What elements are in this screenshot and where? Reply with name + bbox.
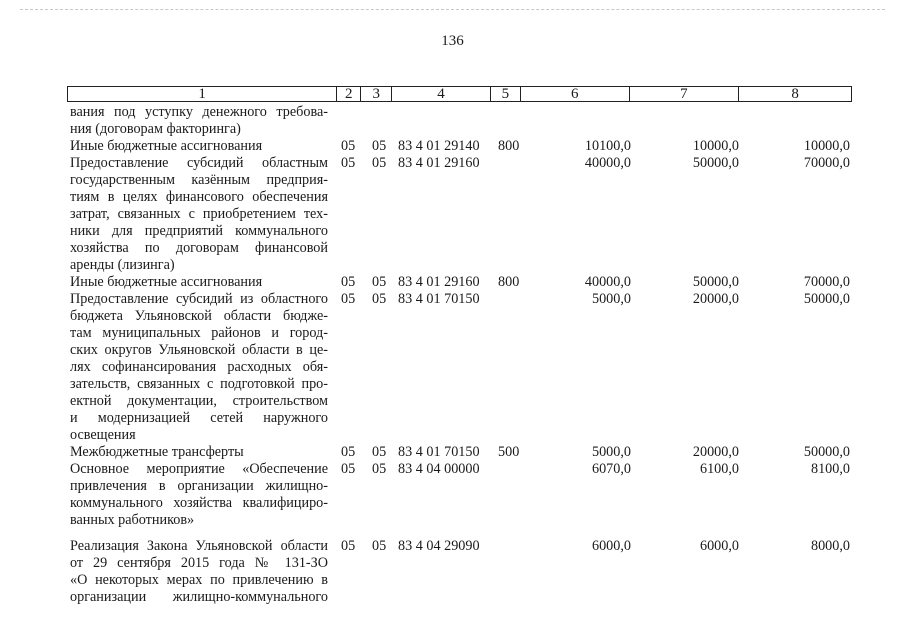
header-col-2: 2: [337, 87, 361, 101]
expense-type-code: 800: [498, 138, 520, 154]
amount-year-1: 5000,0: [591, 444, 631, 460]
section-code: 05: [341, 291, 356, 307]
section-code: 05: [341, 538, 356, 554]
table-row: [70, 461, 852, 529]
row-description: [70, 104, 328, 138]
amount-year-3: 50000,0: [803, 291, 850, 307]
amount-year-3: 8000,0: [810, 538, 850, 554]
table-row: [70, 138, 852, 155]
description-line: Иные бюджетные ассигнования: [70, 138, 263, 154]
amount-year-2: 20000,0: [692, 291, 739, 307]
table-body: [70, 104, 852, 606]
description-line: государственным казённым предприя-: [70, 172, 328, 188]
description-line: там муниципальных районов и город-: [70, 325, 328, 341]
subsection-code: 05: [372, 274, 387, 290]
description-line: ских округов Ульяновской области в це-: [70, 342, 328, 358]
header-col-5: 5: [491, 87, 521, 101]
amount-year-3: 70000,0: [803, 274, 850, 290]
description-line: Иные бюджетные ассигнования: [70, 274, 263, 290]
description-line: Реализация Закона Ульяновской области: [70, 538, 328, 554]
description-line: тиям в целях финансового обеспечения: [70, 189, 328, 205]
subsection-code: 05: [372, 444, 387, 460]
description-line: Предоставление субсидий областным: [70, 155, 328, 171]
description-line: Предоставление субсидий из областного: [70, 291, 328, 307]
description-line: хозяйства по договорам финансовой: [70, 240, 328, 256]
description-line: бюджета Ульяновской области бюдже-: [70, 308, 328, 324]
amount-year-3: 10000,0: [803, 138, 850, 154]
table-row: [70, 444, 852, 461]
expense-type-code: 800: [498, 274, 520, 290]
description-line: ния (договорам факторинга): [70, 121, 241, 137]
description-line: ванных работников»: [70, 512, 195, 528]
subsection-code: 05: [372, 538, 387, 554]
target-article-code: 83 4 01 29160: [398, 155, 480, 171]
target-article-code: 83 4 01 70150: [398, 444, 480, 460]
description-line: лях софинансирования расходных обя-: [70, 359, 328, 375]
description-line: затрат, связанных с приобретением тех-: [70, 206, 328, 222]
description-line: освещения: [70, 427, 136, 443]
row-description: [70, 138, 328, 155]
section-code: 05: [341, 155, 356, 171]
table-row: [70, 155, 852, 274]
description-line: «О некоторых мерах по привлечению в: [70, 572, 328, 588]
section-code: 05: [341, 444, 356, 460]
amount-year-2: 50000,0: [692, 155, 739, 171]
description-line: и модернизацией сетей наружного: [70, 410, 328, 426]
description-line: от 29 сентября 2015 года № 131-ЗО: [70, 555, 328, 571]
table-row: [70, 538, 852, 606]
table-row: [70, 274, 852, 291]
target-article-code: 83 4 01 29140: [398, 138, 480, 154]
subsection-code: 05: [372, 138, 387, 154]
header-col-6: 6: [521, 87, 630, 101]
table-row: [70, 291, 852, 444]
amount-year-3: 8100,0: [810, 461, 850, 477]
description-line: Межбюджетные трансферты: [70, 444, 244, 460]
row-description: [70, 155, 328, 274]
amount-year-1: 10100,0: [584, 138, 631, 154]
description-line: зательств, связанных с подготовкой про-: [70, 376, 328, 392]
section-code: 05: [341, 461, 356, 477]
page-number: 136: [441, 33, 464, 49]
row-spacer: [70, 529, 852, 538]
subsection-code: 05: [372, 291, 387, 307]
description-line: ники для предприятий коммунального: [70, 223, 328, 239]
subsection-code: 05: [372, 155, 387, 171]
target-article-code: 83 4 01 29160: [398, 274, 480, 290]
header-col-8: 8: [791, 86, 799, 102]
target-article-code: 83 4 04 29090: [398, 538, 480, 554]
amount-year-2: 6100,0: [699, 461, 739, 477]
header-col-4: 4: [392, 87, 491, 101]
amount-year-3: 50000,0: [803, 444, 850, 460]
target-article-code: 83 4 04 00000: [398, 461, 480, 477]
header-col-1: 1: [68, 87, 337, 101]
amount-year-1: 40000,0: [584, 155, 631, 171]
table-row: [70, 104, 852, 138]
description-line: организации жилищно-коммунального: [70, 589, 328, 605]
row-description: [70, 444, 328, 461]
amount-year-1: 5000,0: [591, 291, 631, 307]
header-col-7: 7: [630, 87, 740, 101]
section-code: 05: [341, 138, 356, 154]
description-line: вания под уступку денежного требова-: [70, 104, 328, 120]
amount-year-2: 10000,0: [692, 138, 739, 154]
amount-year-3: 70000,0: [803, 155, 850, 171]
target-article-code: 83 4 01 70150: [398, 291, 480, 307]
amount-year-2: 50000,0: [692, 274, 739, 290]
section-code: 05: [341, 274, 356, 290]
description-line: привлечения в организации жилищно-: [70, 478, 328, 494]
description-line: аренды (лизинга): [70, 257, 175, 273]
row-description: [70, 538, 328, 606]
top-rule: [20, 9, 885, 10]
header-col-3: 3: [361, 87, 392, 101]
amount-year-1: 6000,0: [591, 538, 631, 554]
description-line: коммунального хозяйства квалифициро-: [70, 495, 328, 511]
amount-year-1: 40000,0: [584, 274, 631, 290]
amount-year-2: 20000,0: [692, 444, 739, 460]
table-header: [67, 86, 852, 102]
description-line: Основное мероприятие «Обеспечение: [70, 461, 328, 477]
expense-type-code: 500: [498, 444, 520, 460]
row-description: [70, 274, 328, 291]
amount-year-2: 6000,0: [699, 538, 739, 554]
row-description: [70, 291, 328, 444]
row-description: [70, 461, 328, 529]
description-line: ектной документации, строительством: [70, 393, 328, 409]
amount-year-1: 6070,0: [591, 461, 631, 477]
subsection-code: 05: [372, 461, 387, 477]
